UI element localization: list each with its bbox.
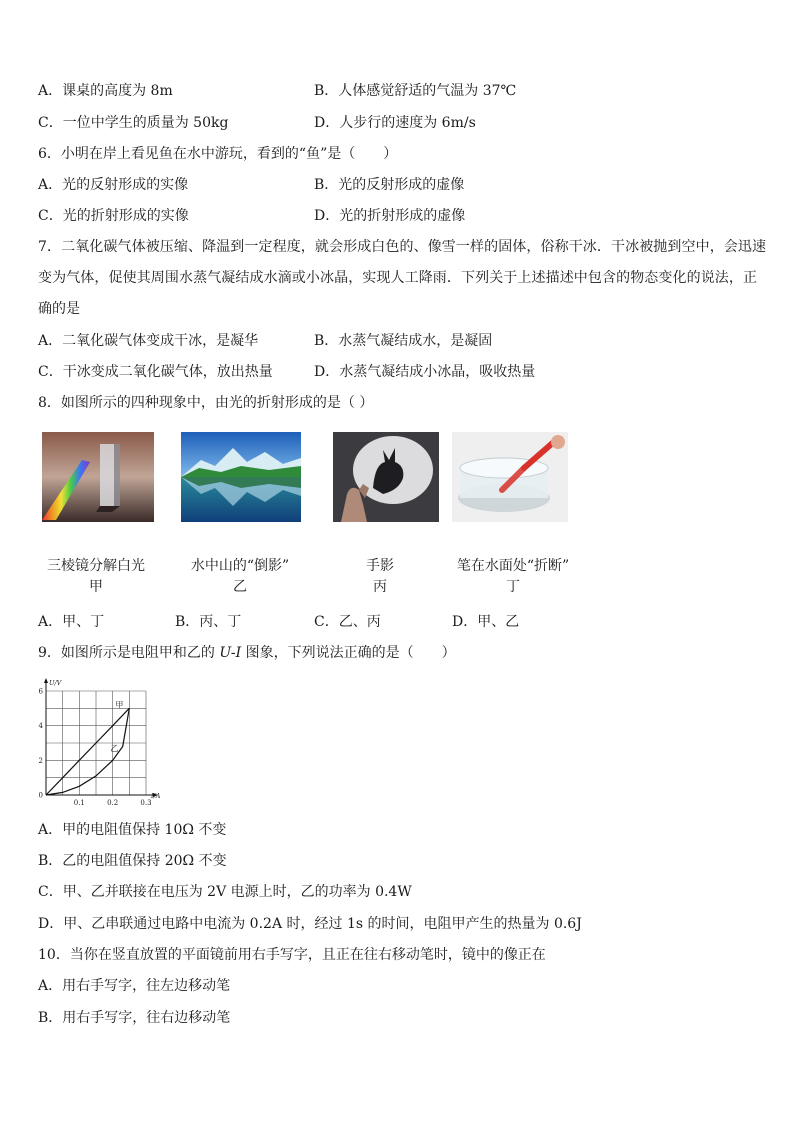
y-tick-label: 2 <box>38 756 43 765</box>
q5-option-a: A．课桌的高度为 8m <box>38 83 173 99</box>
hand-shadow-photo <box>333 432 439 522</box>
y-tick-label: 0 <box>38 791 43 800</box>
caption-tag-ding: 丁 <box>506 579 520 595</box>
q6-option-c: C．光的折射形成的实像 <box>38 208 189 224</box>
q9-option-b: B．乙的电阻值保持 20Ω 不变 <box>38 853 227 869</box>
q9-option-c: C．甲、乙并联接在电压为 2V 电源上时，乙的功率为 0.4W <box>38 884 412 900</box>
q9-stem-variable: U-I <box>219 645 242 661</box>
q7-option-d: D．水蒸气凝结成小冰晶，吸收热量 <box>314 364 536 380</box>
caption-hand-shadow: 手影 <box>366 558 394 574</box>
q9-stem-post: 图象，下列说法正确的是（ ） <box>241 645 456 661</box>
x-tick-label: 0.1 <box>73 799 85 807</box>
q7-stem-line3: 确的是 <box>38 301 80 317</box>
series-label-yi: 乙 <box>110 743 119 753</box>
caption-prism: 三棱镜分解白光 <box>47 558 145 574</box>
q7-option-c: C．干冰变成二氧化碳气体，放出热量 <box>38 364 273 380</box>
caption-tag-bing: 丙 <box>373 579 387 595</box>
q6-option-a: A．光的反射形成的实像 <box>38 177 189 193</box>
q5-option-b: B．人体感觉舒适的气温为 37℃ <box>314 83 517 99</box>
q8-stem: 8．如图所示的四种现象中，由光的折射形成的是（ ） <box>38 395 374 411</box>
q8-option-b: B．丙、丁 <box>175 614 242 630</box>
x-tick-label: 0.2 <box>107 799 119 807</box>
caption-tag-yi: 乙 <box>233 579 247 595</box>
q9-option-a: A．甲的电阻值保持 10Ω 不变 <box>38 822 227 838</box>
q8-option-d: D．甲、乙 <box>452 614 520 630</box>
caption-bent-pencil: 笔在水面处“折断” <box>456 558 570 574</box>
q8-option-c: C．乙、丙 <box>314 614 381 630</box>
q6-stem: 6．小明在岸上看见鱼在水中游玩，看到的“鱼”是（ ） <box>38 146 398 162</box>
x-axis-label: I/A <box>151 792 161 800</box>
q6-option-d: D．光的折射形成的虚像 <box>314 208 466 224</box>
series-label-jia: 甲 <box>115 700 124 710</box>
y-tick-label: 6 <box>38 687 43 696</box>
q8-option-a: A．甲、丁 <box>38 614 105 630</box>
q10-option-a: A．用右手写字，往左边移动笔 <box>38 978 231 994</box>
y-axis-arrow <box>44 678 48 683</box>
caption-tag-jia: 甲 <box>89 579 103 595</box>
q5-option-c: C．一位中学生的质量为 50kg <box>38 115 229 131</box>
q7-option-b: B．水蒸气凝结成水，是凝固 <box>314 333 493 349</box>
prism-photo <box>42 432 154 522</box>
y-axis-label: U/V <box>49 679 62 687</box>
q10-option-b: B．用右手写字，往右边移动笔 <box>38 1010 231 1026</box>
q6-option-b: B．光的反射形成的虚像 <box>314 177 465 193</box>
q9-stem-pre: 9．如图所示是电阻甲和乙的 <box>38 645 220 661</box>
y-tick-label: 4 <box>38 722 43 731</box>
x-tick-label: 0.3 <box>140 799 152 807</box>
q7-option-a: A．二氧化碳气体变成干冰，是凝华 <box>38 333 259 349</box>
q10-stem: 10．当你在竖直放置的平面镜前用右手写字，且正在往右移动笔时，镜中的像正在 <box>38 947 546 963</box>
ui-graph <box>36 676 166 808</box>
mountain-reflection-photo <box>181 432 301 522</box>
q5-option-d: D．人步行的速度为 6m/s <box>314 115 476 131</box>
q7-stem-line2: 变为气体，促使其周围水蒸气凝结成水滴或小冰晶，实现人工降雨．下列关于上述描述中包含的物态变化的说法，正 <box>38 270 758 286</box>
q9-stem <box>38 643 456 663</box>
q9-option-d: D．甲、乙串联通过电路中电流为 0.2A 时，经过 1s 的时间，电阻甲产生的热量为 0.6J <box>38 916 582 932</box>
bent-pencil-photo <box>452 432 568 522</box>
q7-stem-line1: 7．二氧化碳气体被压缩、降温到一定程度，就会形成白色的、像雪一样的固体，俗称干冰．干冰被抛到空中，会迅速 <box>38 239 767 255</box>
caption-reflection: 水中山的“倒影” <box>190 558 290 574</box>
